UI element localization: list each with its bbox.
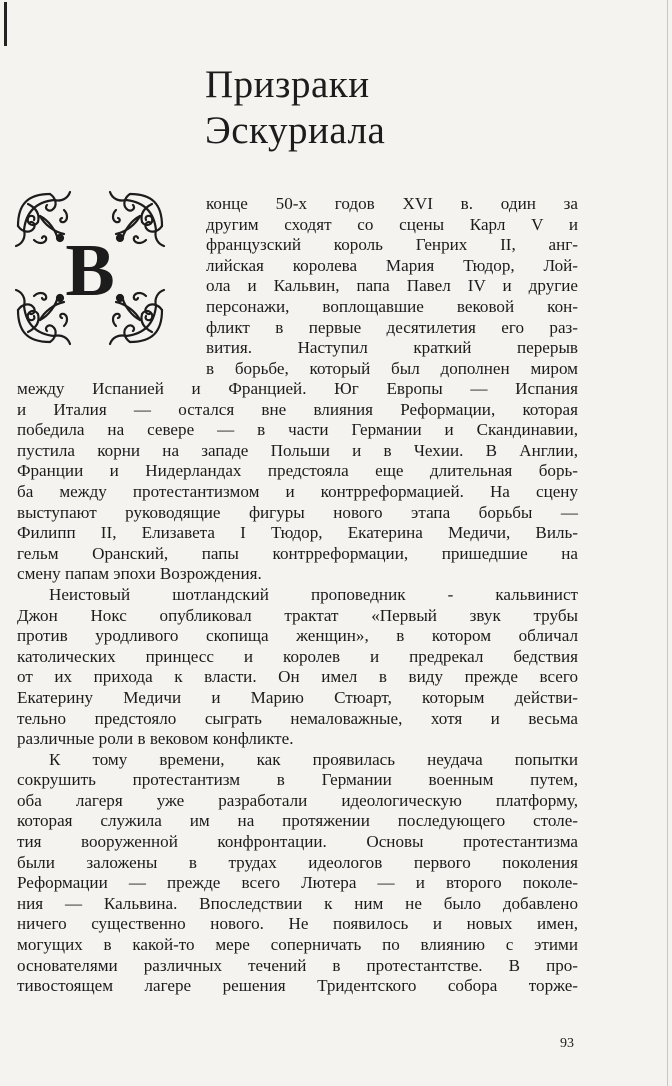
text-line: гельм Оранский, папы контрреформации, пришедшие на: [17, 543, 578, 563]
text-line: Франции и Нидерландах предстояла еще длительная борь-: [17, 461, 578, 481]
text-line: тивостоящем лагере решения Тридентского собора торже-: [17, 976, 578, 996]
text-line: и Италия — остался вне влияния Реформации, которая: [17, 399, 578, 419]
text-line: смену папам эпохи Возрождения.: [17, 564, 262, 584]
text-line: оба лагеря уже разработали идеологическую платформу,: [17, 790, 578, 810]
page-edge-line: [667, 0, 668, 1086]
text-line: ния — Кальвина. Впоследствии к ним не было добавлено: [17, 893, 578, 913]
text-line: Джон Нокс опубликовал трактат «Первый звук трубы: [17, 605, 578, 625]
text-line: ничего существенно нового. Не появилось и новых имен,: [17, 914, 578, 934]
title-line-2: Эскуриала: [205, 109, 386, 152]
page-number: 93: [560, 1036, 574, 1051]
text-line: тия вооруженной конфронтации. Основы протестантизма: [17, 832, 578, 852]
text-line: ба между протестантизмом и контрреформацией. На сцену: [17, 481, 578, 501]
text-line: Реформации — прежде всего Лютера — и второго поколе-: [17, 873, 578, 893]
text-line: Екатерину Медичи и Марию Стюарт, которым действи-: [17, 687, 578, 707]
text-line: победила на севере — в части Германии и Скандинавии,: [17, 420, 578, 440]
dropcap-letter: В: [65, 230, 115, 312]
text-line: Неистовый шотландский проповедник - кальвинист: [49, 584, 578, 604]
text-line: лийская королева Мария Тюдор, Лой-: [206, 255, 578, 275]
text-line: в борьбе, который был дополнен миром: [206, 358, 578, 378]
text-line: между Испанией и Францией. Юг Европы — Испания: [17, 379, 578, 398]
body-text-wide: [17, 379, 578, 997]
text-line: католических принцесс и королев и предрекал бедствия: [17, 646, 578, 666]
title-line-1: Призраки: [205, 63, 370, 106]
text-line: другим сходят со сцены Карл V и: [206, 214, 578, 234]
text-line: которая служила им на протяжении последующего столе-: [17, 811, 578, 831]
text-line: К тому времени, как проявилась неудача попытки: [49, 749, 578, 769]
text-line: ола и Кальвин, папа Павел IV и другие: [206, 276, 578, 296]
scan-edge-mark: [4, 2, 7, 46]
chapter-title: [205, 62, 385, 154]
text-line: сокрушить протестантизм в Германии военным путем,: [17, 770, 578, 790]
text-line: основателями различных течений в протестантстве. В про-: [17, 955, 578, 975]
text-line: французский король Генрих II, анг-: [206, 235, 578, 255]
text-line: против уродливого скопища женщин», в котором обличал: [17, 626, 578, 646]
ornamental-dropcap: [14, 190, 166, 346]
text-line: конце 50-х годов XVI в. один за: [206, 194, 578, 213]
text-line: пустила корни на западе Польши и в Чехии. В Англии,: [17, 440, 578, 460]
text-line: персонажи, воплощавшие вековой кон-: [206, 296, 578, 316]
body-text-narrow: [206, 194, 578, 379]
text-line: тельно предстояло сыграть немаловажные, хотя и весьма: [17, 708, 578, 728]
text-line: от их прихода к власти. Он имел в виду прежде всего: [17, 667, 578, 687]
text-line: фликт в первые десятилетия его раз-: [206, 317, 578, 337]
text-line: могущих в какой-то мере соперничать по влиянию с этими: [17, 935, 578, 955]
text-line: были заложены в трудах идеологов первого поколения: [17, 852, 578, 872]
text-line: Филипп II, Елизавета I Тюдор, Екатерина Медичи, Виль-: [17, 523, 578, 543]
text-line: вития. Наступил краткий перерыв: [206, 338, 578, 358]
text-line: выступают руководящие фигуры нового этапа борьбы —: [17, 502, 578, 522]
text-line: различные роли в вековом конфликте.: [17, 729, 294, 749]
